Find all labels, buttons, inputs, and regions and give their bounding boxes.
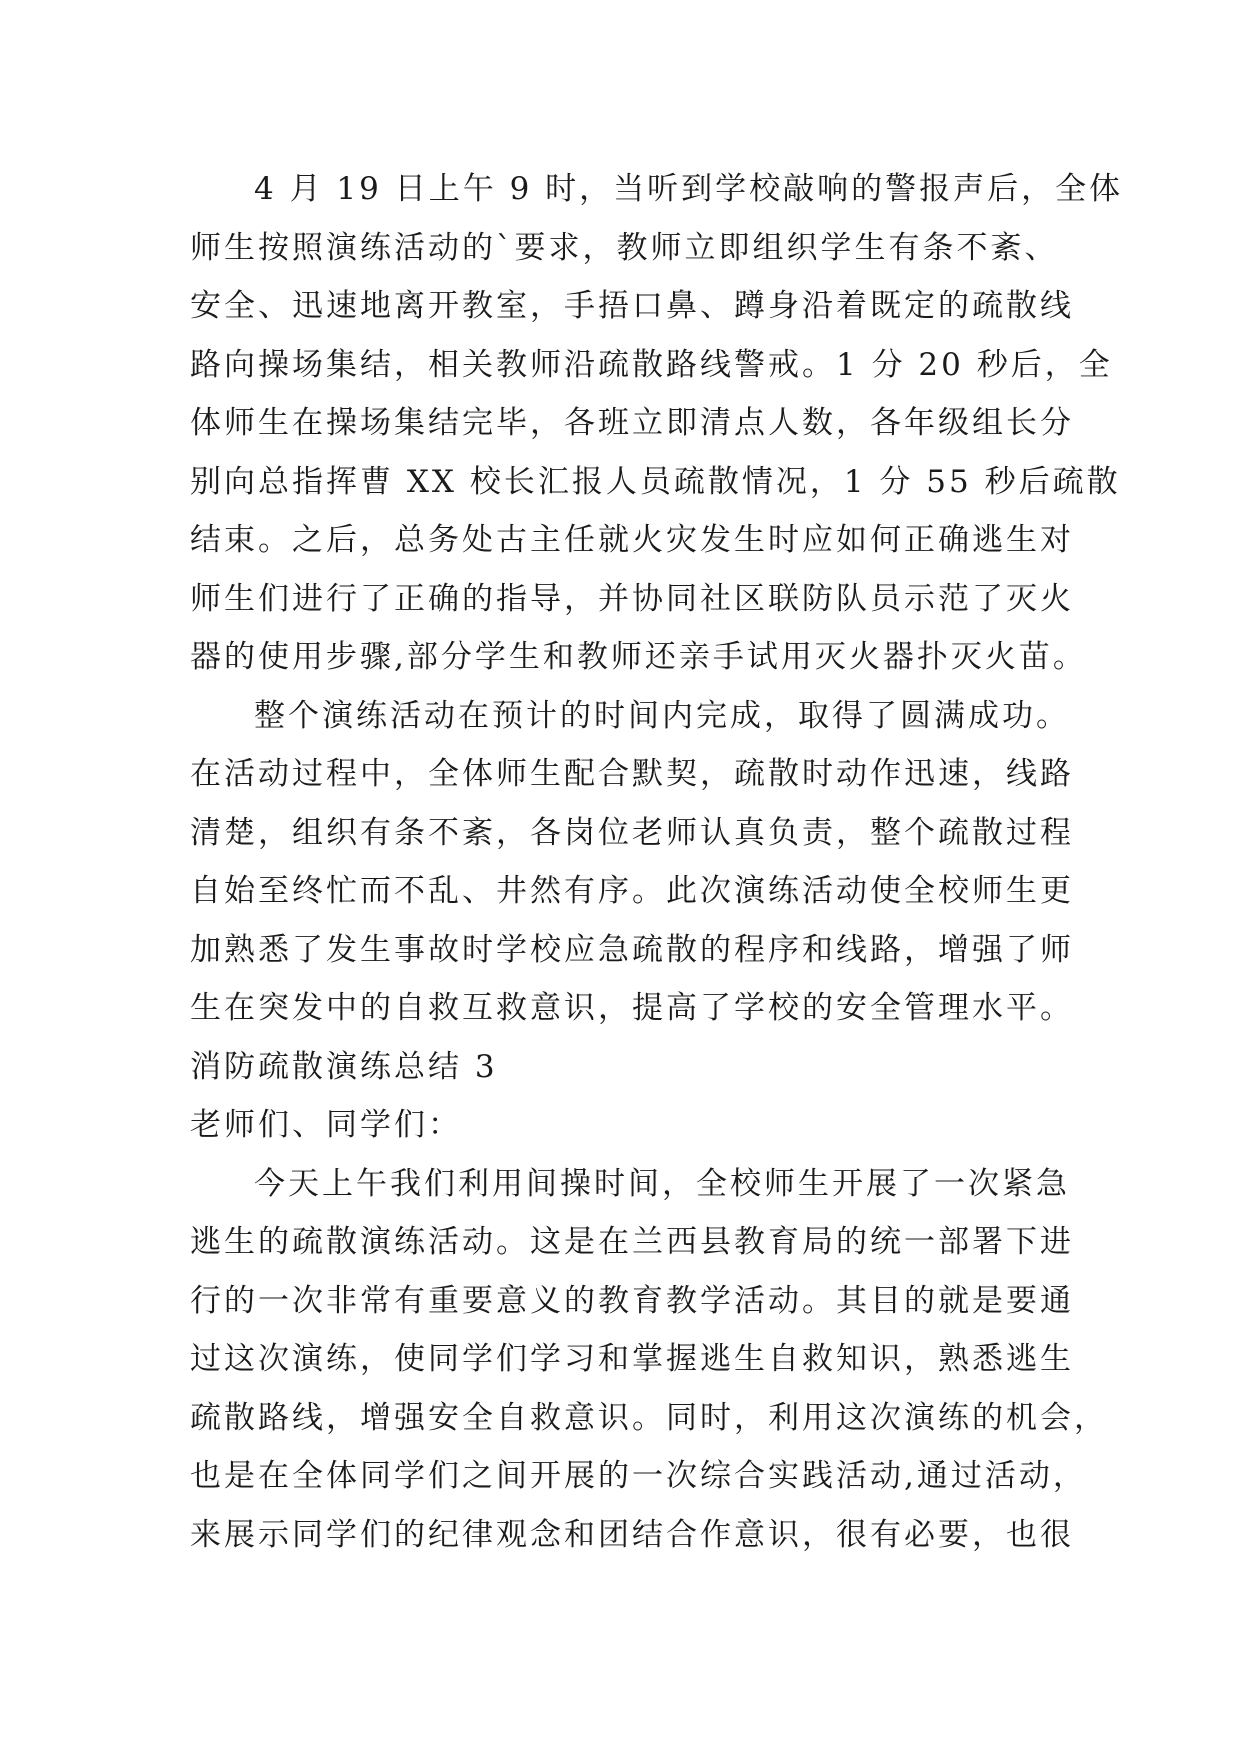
paragraph-line: 4 月 19 日上午 9 时，当听到学校敲响的警报声后，全体: [254, 171, 1124, 207]
document-body: [190, 160, 1124, 1564]
paragraph-line: 路向操场集结，相关教师沿疏散路线警戒。1 分 20 秒后，全: [190, 346, 1113, 383]
paragraph-line: 自始至终忙而不乱、井然有序。此次演练活动使全校师生更: [190, 873, 1074, 909]
paragraph-line: 体师生在操场集结完毕，各班立即清点人数，各年级组长分: [190, 405, 1074, 441]
paragraph-line: 加熟悉了发生事故时学校应急疏散的程序和线路，增强了师: [190, 931, 1074, 968]
paragraph-line: 来展示同学们的纪律观念和团结合作意识，很有必要，也很: [190, 1516, 1074, 1553]
paragraph-line: 也是在全体同学们之间开展的一次综合实践活动,通过活动，: [190, 1458, 1087, 1494]
paragraph-line: 逃生的疏散演练活动。这是在兰西县教育局的统一部署下进: [190, 1224, 1074, 1260]
paragraph-line: 清楚，组织有条不紊，各岗位老师认真负责，整个疏散过程: [190, 814, 1074, 851]
paragraph-line: 在活动过程中，全体师生配合默契，疏散时动作迅速，线路: [190, 756, 1074, 792]
paragraph-line: 师生们进行了正确的指导，并协同社区联防队员示范了灭火: [190, 580, 1074, 617]
salutation: 老师们、同学们：: [190, 1107, 462, 1143]
paragraph-line: 疏散路线，增强安全自救意识。同时，利用这次演练的机会，: [190, 1399, 1108, 1436]
paragraph-line: 今天上午我们利用间操时间，全校师生开展了一次紧急: [254, 1165, 1070, 1202]
paragraph-line: 生在突发中的自救互救意识，提高了学校的安全管理水平。: [190, 990, 1074, 1026]
paragraph-line: 师生按照演练活动的`要求，教师立即组织学生有条不紊、: [190, 229, 1059, 266]
paragraph-line: 别向总指挥曹 XX 校长汇报人员疏散情况，1 分 55 秒后疏散: [190, 463, 1121, 500]
paragraph-line: 过这次演练，使同学们学习和掌握逃生自救知识，熟悉逃生: [190, 1341, 1074, 1377]
section-heading: 消防疏散演练总结 3: [190, 1048, 498, 1085]
paragraph-line: 行的一次非常有重要意义的教育教学活动。其目的就是要通: [190, 1282, 1074, 1319]
paragraph-line: 整个演练活动在预计的时间内完成，取得了圆满成功。: [254, 697, 1070, 734]
paragraph-line: 器的使用步骤,部分学生和教师还亲手试用灭火器扑灭火苗。: [190, 639, 1087, 675]
paragraph-line: 安全、迅速地离开教室，手捂口鼻、蹲身沿着既定的疏散线: [190, 288, 1074, 324]
paragraph-line: 结束。之后，总务处古主任就火灾发生时应如何正确逃生对: [190, 522, 1074, 558]
